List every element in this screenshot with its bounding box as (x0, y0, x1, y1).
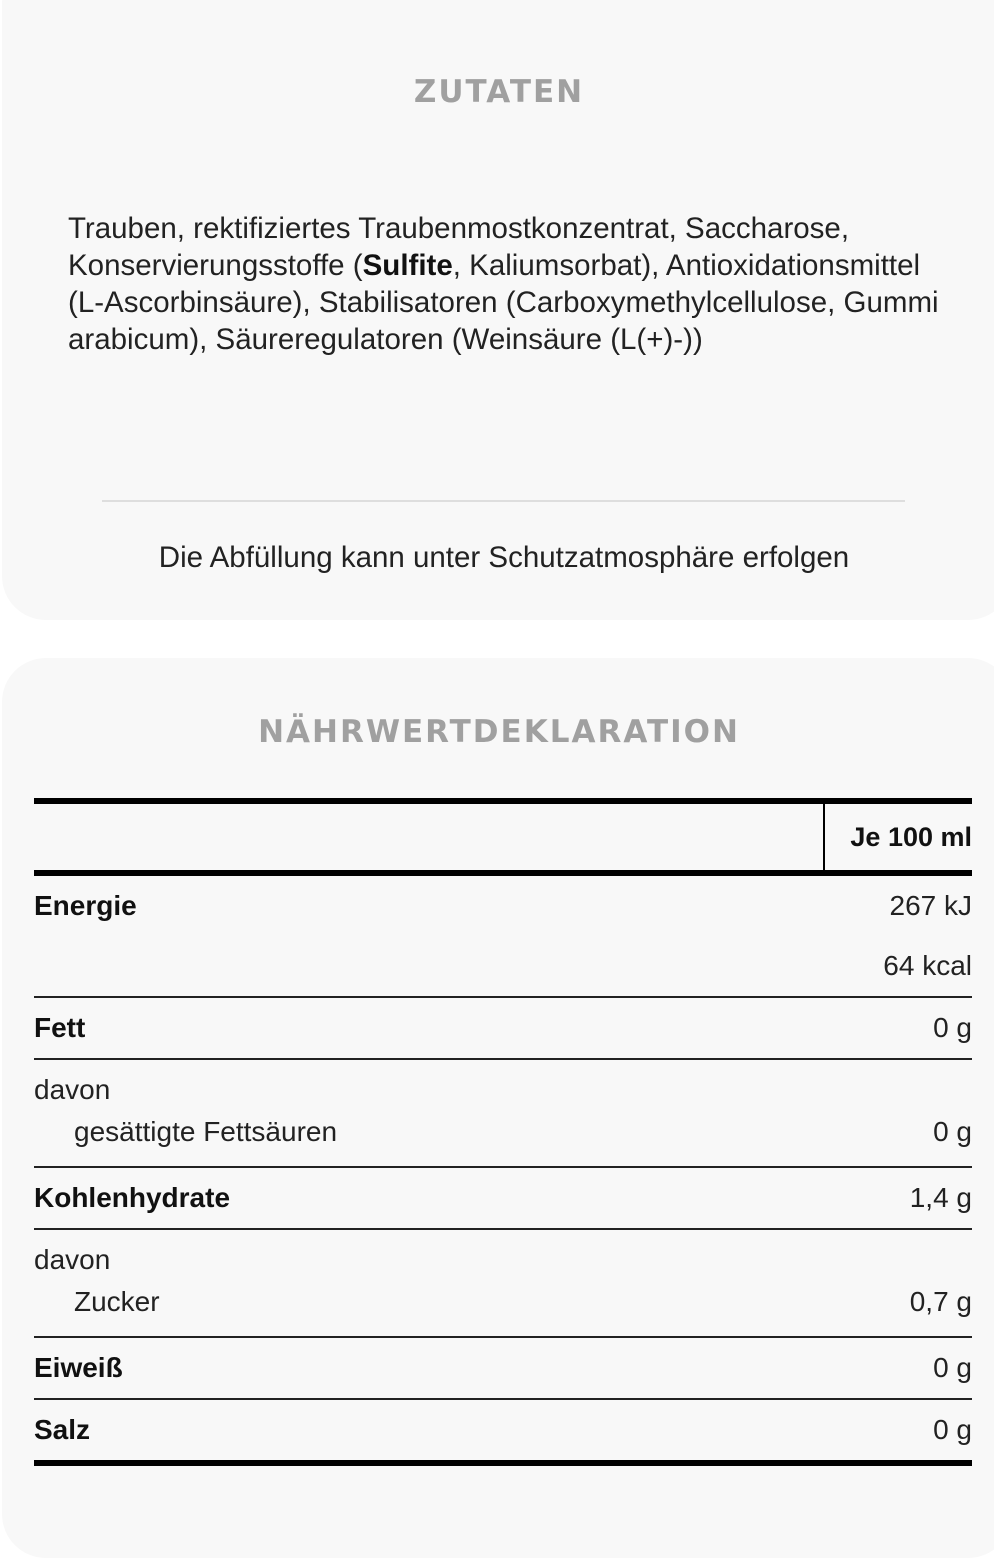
sugar-label: Zucker (74, 1286, 160, 1317)
saturated-prefix: davon (34, 1074, 111, 1105)
fat-label: Fett (34, 1012, 86, 1043)
table-row-carbohydrates (34, 1168, 972, 1230)
table-row-sugar (34, 1230, 972, 1338)
carbs-label: Kohlenhydrate (34, 1182, 231, 1213)
sugar-prefix: davon (34, 1244, 111, 1275)
table-header-row (34, 804, 972, 870)
table-bottom-rule (34, 1460, 972, 1466)
ingredients-text-part2: , Kaliumsorbat), Antioxidationsmittel (L-Ascorbinsäure), Stabilisatoren (Carboxymethylcellulose, Gummi arabicum), Säureregulatoren (Weinsäure (L(+)-)) (68, 249, 939, 356)
fat-value: 0 g (933, 1012, 972, 1043)
saturated-value: 0 g (933, 1116, 972, 1147)
carbs-value: 1,4 g (909, 1182, 972, 1213)
table-row-energy (34, 876, 972, 998)
nutrition-table (34, 798, 972, 1466)
table-row-saturated-fat (34, 1060, 972, 1168)
packaging-note: Die Abfüllung kann unter Schutzatmosphäre erfolgen (158, 541, 850, 574)
energy-kcal-value: 64 kcal (883, 950, 972, 981)
saturated-label: gesättigte Fettsäuren (74, 1116, 338, 1147)
salt-label: Salz (34, 1414, 91, 1445)
allergen-sulfite: Sulfite (362, 249, 453, 282)
protein-label: Eiweiß (34, 1352, 123, 1383)
energy-label: Energie (34, 890, 137, 921)
ingredients-text-part1: Trauben, rektifiziertes Traubenmostkonzentrat, Saccharose, Konservierungsstoffe ( (68, 212, 850, 282)
column-header-per-100ml: Je 100 ml (850, 822, 972, 852)
table-row-fat (34, 998, 972, 1060)
energy-kj-value: 267 kJ (889, 890, 972, 921)
header-column-divider (823, 804, 825, 870)
ingredients-text (68, 210, 948, 358)
nutrition-title: NÄHRWERTDEKLARATION (258, 714, 740, 750)
table-row-protein (34, 1338, 972, 1400)
ingredients-divider (102, 500, 905, 502)
table-row-salt (34, 1400, 972, 1460)
protein-value: 0 g (933, 1352, 972, 1383)
ingredients-card (2, 0, 994, 620)
nutrition-card (2, 658, 994, 1558)
ingredients-title: ZUTATEN (413, 74, 585, 110)
sugar-value: 0,7 g (909, 1286, 972, 1317)
salt-value: 0 g (933, 1414, 972, 1445)
